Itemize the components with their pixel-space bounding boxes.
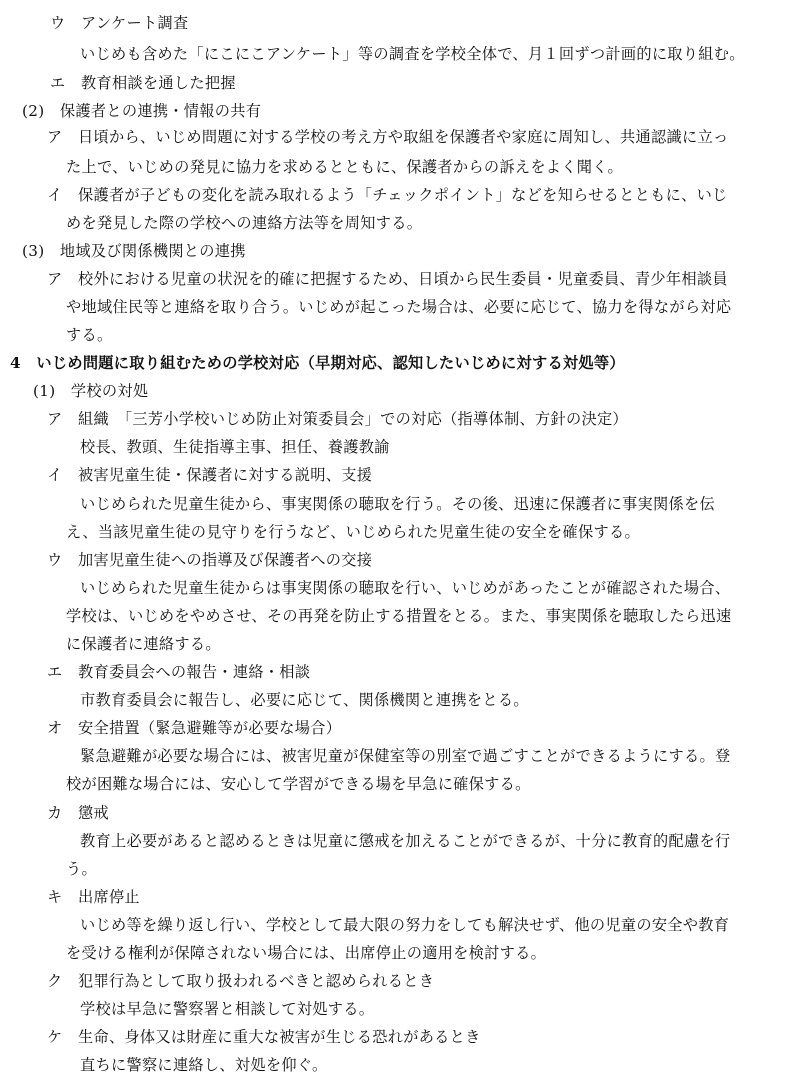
section-2-heading: (2) 保護者との連携・情報の共有 xyxy=(22,102,262,120)
chapter-4-heading: 4 いじめ問題に取り組むための学校対応（早期対応、認知したいじめに対する対処等） xyxy=(10,354,625,372)
item-a-heading: ア 組織 「三芳小学校いじめ防止対策委員会」での対応（指導体制、方針の決定） xyxy=(47,410,628,428)
item-e2-heading: エ 教育委員会への報告・連絡・相談 xyxy=(47,663,311,681)
paragraph-line: う。 xyxy=(66,860,97,878)
subsection-1-heading: (1) 学校の対処 xyxy=(33,382,149,400)
item-ke-body: 直ちに警察に連絡し、対処を仰ぐ。 xyxy=(80,1056,328,1074)
paragraph-line: ア 校外における児童の状況を的確に把握するため、日頃から民生委員・児童委員、青少年相談員 xyxy=(47,270,728,288)
item-o-heading: オ 安全措置（緊急避難等が必要な場合） xyxy=(47,719,342,737)
paragraph-line: や地域住民等と連絡を取り合う。いじめが起こった場合は、必要に応じて、協力を得ながら対応 xyxy=(66,298,732,316)
item-u-body: いじめも含めた「にこにこアンケート」等の調査を学校全体で、月１回ずつ計画的に取り組む。 xyxy=(80,45,745,63)
item-ke-heading: ケ 生命、身体又は財産に重大な被害が生じる恐れがあるとき xyxy=(47,1028,481,1046)
paragraph-line: いじめられた児童生徒からは事実関係の聴取を行い、いじめがあったことが確認された場合、 xyxy=(80,579,731,597)
paragraph-line: イ 保護者が子どもの変化を読み取れるよう「チェックポイント」などを知らせるとともに、いじ xyxy=(47,186,728,204)
item-u2-heading: ウ 加害児童生徒への指導及び保護者への交接 xyxy=(47,551,373,569)
section-3-heading: (3) 地域及び関係機関との連携 xyxy=(22,242,246,260)
paragraph-line: 学校は、いじめをやめさせ、その再発を防止する措置をとる。また、事実関係を聴取したら迅速 xyxy=(66,607,732,625)
paragraph-line: た上で、いじめの発見に協力を求めるとともに、保護者からの訴えをよく聞く。 xyxy=(66,158,623,176)
item-ki-heading: キ 出席停止 xyxy=(47,888,140,906)
paragraph-line: ア 日頃から、いじめ問題に対する学校の考え方や取組を保護者や家庭に周知し、共通認識に立っ xyxy=(47,128,729,146)
paragraph-line: に保護者に連絡する。 xyxy=(66,635,221,653)
item-ku-heading: ク 犯罪行為として取り扱われるべきと認められるとき xyxy=(47,972,435,990)
paragraph-line: いじめられた児童生徒から、事実関係の聴取を行う。その後、迅速に保護者に事実関係を伝 xyxy=(80,495,715,513)
paragraph-line: いじめ等を繰り返し行い、学校として最大限の努力をしても解決せず、他の児童の安全や教育 xyxy=(80,916,730,934)
item-ku-body: 学校は早急に警察署と相談して対処する。 xyxy=(80,1000,375,1018)
paragraph-line: する。 xyxy=(66,326,113,344)
paragraph-line: え、当該児童生徒の見守りを行うなど、いじめられた児童生徒の安全を確保する。 xyxy=(66,523,640,541)
paragraph-line: 校が困難な場合には、安心して学習ができる場を早急に確保する。 xyxy=(66,775,531,793)
item-ka-heading: カ 懲戒 xyxy=(47,804,109,822)
item-i-heading: イ 被害児童生徒・保護者に対する説明、支援 xyxy=(47,466,373,484)
item-e2-body: 市教育委員会に報告し、必要に応じて、関係機関と連携をとる。 xyxy=(80,691,529,709)
item-e-heading: エ 教育相談を通した把握 xyxy=(50,74,236,92)
item-u-heading: ウ アンケート調査 xyxy=(50,14,189,32)
item-a-body: 校長、教頭、生徒指導主事、担任、養護教諭 xyxy=(80,438,390,456)
paragraph-line: 緊急避難が必要な場合には、被害児童が保健室等の別室で過ごすことができるようにする。登 xyxy=(80,747,731,765)
paragraph-line: めを発見した際の学校への連絡方法等を周知する。 xyxy=(66,214,423,232)
paragraph-line: を受ける権利が保障されない場合には、出席停止の適用を検討する。 xyxy=(66,944,547,962)
paragraph-line: 教育上必要があると認めるときは児童に懲戒を加えることができるが、十分に教育的配慮を行 xyxy=(80,832,731,850)
